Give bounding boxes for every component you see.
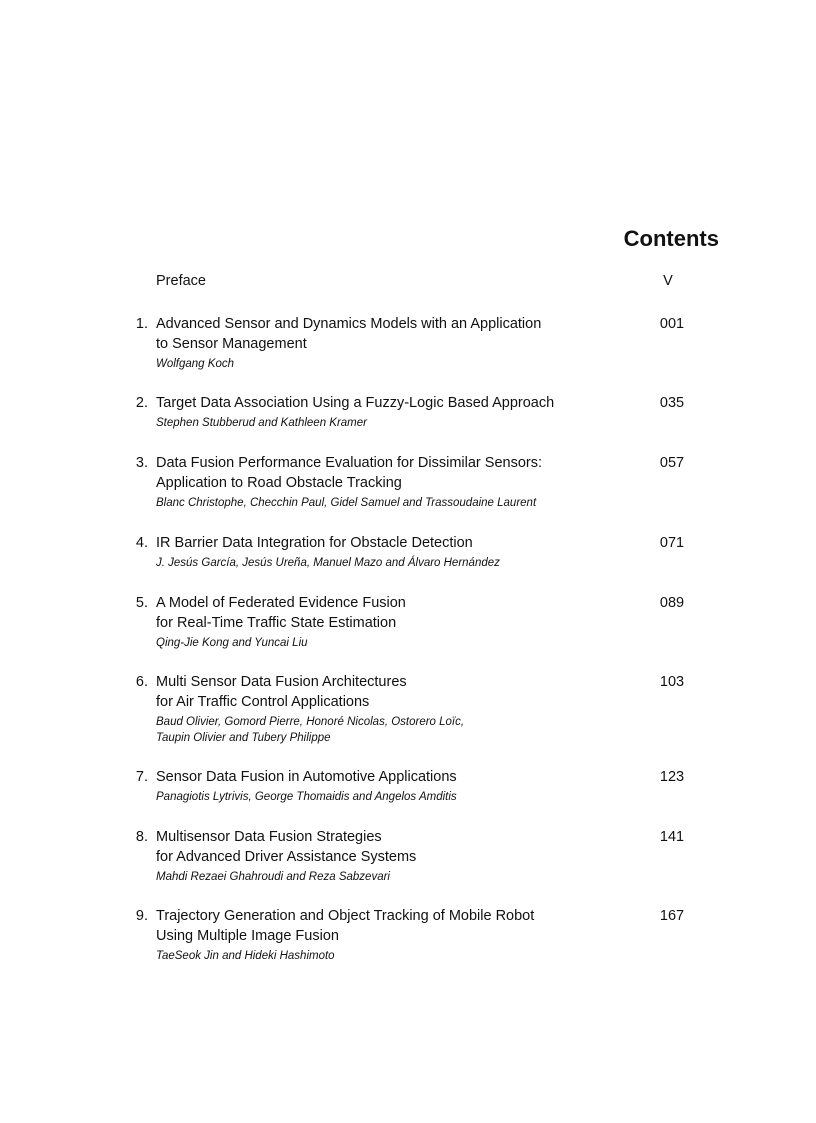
chapter-body	[156, 393, 616, 431]
chapter-page-number: 123	[659, 769, 685, 785]
chapter-number: 9.	[135, 908, 148, 924]
chapter-number: 2.	[135, 395, 148, 411]
chapter-authors-line: Baud Olivier, Gomord Pierre, Honoré Nicolas, Ostorero Loïc,	[156, 716, 465, 728]
page-title: Contents	[623, 226, 719, 251]
chapter-number: 1.	[135, 316, 148, 332]
chapter-page-number: 089	[659, 595, 685, 611]
chapter-authors	[156, 869, 616, 885]
chapter-authors-line: Blanc Christophe, Checchin Paul, Gidel Samuel and Trassoudaine Laurent	[156, 497, 537, 509]
chapter-authors	[156, 356, 616, 372]
chapter-authors	[156, 555, 616, 571]
chapter-body	[156, 453, 616, 511]
chapter-number: 8.	[135, 829, 148, 845]
chapter-title-line: Multi Sensor Data Fusion Architectures	[156, 674, 407, 690]
chapter-title-line: A Model of Federated Evidence Fusion	[156, 595, 406, 611]
chapter-title-line: for Real-Time Traffic State Estimation	[156, 615, 397, 631]
chapter-body	[156, 314, 616, 372]
preface-label: Preface	[156, 273, 206, 289]
chapter-body	[156, 827, 616, 885]
chapter-page-number: 071	[659, 535, 685, 551]
chapter-page-number: 057	[659, 455, 685, 471]
chapter-authors-line: J. Jesús García, Jesús Ureña, Manuel Mazo and Álvaro Hernández	[156, 557, 500, 569]
chapter-number: 4.	[135, 535, 148, 551]
chapter-body	[156, 593, 616, 651]
chapter-number: 6.	[135, 674, 148, 690]
chapter-authors	[156, 495, 616, 511]
chapter-authors-line: Mahdi Rezaei Ghahroudi and Reza Sabzevari	[156, 871, 390, 883]
chapter-authors	[156, 948, 616, 964]
chapter-body	[156, 767, 616, 805]
chapter-page-number: 167	[659, 908, 685, 924]
chapter-title-line: Trajectory Generation and Object Tracking of Mobile Robot	[156, 908, 535, 924]
chapter-authors	[156, 714, 616, 746]
chapter-authors-line: TaeSeok Jin and Hideki Hashimoto	[156, 950, 335, 962]
chapter-authors-line: Panagiotis Lytrivis, George Thomaidis and Angelos Amditis	[156, 791, 457, 803]
chapter-authors	[156, 789, 616, 805]
chapter-number: 3.	[135, 455, 148, 471]
chapter-body	[156, 533, 616, 571]
chapter-authors-line: Wolfgang Koch	[156, 358, 234, 370]
chapter-page-number: 035	[659, 395, 685, 411]
chapter-body	[156, 672, 616, 746]
chapter-title-line: Multisensor Data Fusion Strategies	[156, 829, 382, 845]
chapter-title-line: Data Fusion Performance Evaluation for Dissimilar Sensors:	[156, 455, 543, 471]
chapter-authors-line: Qing-Jie Kong and Yuncai Liu	[156, 637, 308, 649]
chapter-page-number: 103	[659, 674, 685, 690]
chapter-title-line: Sensor Data Fusion in Automotive Applications	[156, 769, 457, 785]
chapter-title-line: Target Data Association Using a Fuzzy-Logic Based Approach	[156, 395, 555, 411]
preface-entry[interactable]	[156, 273, 686, 293]
chapter-authors-line: Taupin Olivier and Tubery Philippe	[156, 732, 331, 744]
chapter-number: 5.	[135, 595, 148, 611]
chapter-title-line: for Air Traffic Control Applications	[156, 694, 370, 710]
chapter-number: 7.	[135, 769, 148, 785]
chapter-authors	[156, 635, 616, 651]
chapter-title-line: IR Barrier Data Integration for Obstacle Detection	[156, 535, 473, 551]
chapter-body	[156, 906, 616, 964]
chapter-title-line: Advanced Sensor and Dynamics Models with an Application	[156, 316, 542, 332]
chapter-page-number: 141	[659, 829, 685, 845]
chapter-authors-line: Stephen Stubberud and Kathleen Kramer	[156, 417, 367, 429]
preface-page-number: V	[663, 273, 673, 289]
chapter-title-line: Application to Road Obstacle Tracking	[156, 475, 402, 491]
chapter-page-number: 001	[659, 316, 685, 332]
chapter-title-line: to Sensor Management	[156, 336, 307, 352]
chapter-title-line: for Advanced Driver Assistance Systems	[156, 849, 417, 865]
chapter-title-line: Using Multiple Image Fusion	[156, 928, 339, 944]
chapter-authors	[156, 415, 616, 431]
